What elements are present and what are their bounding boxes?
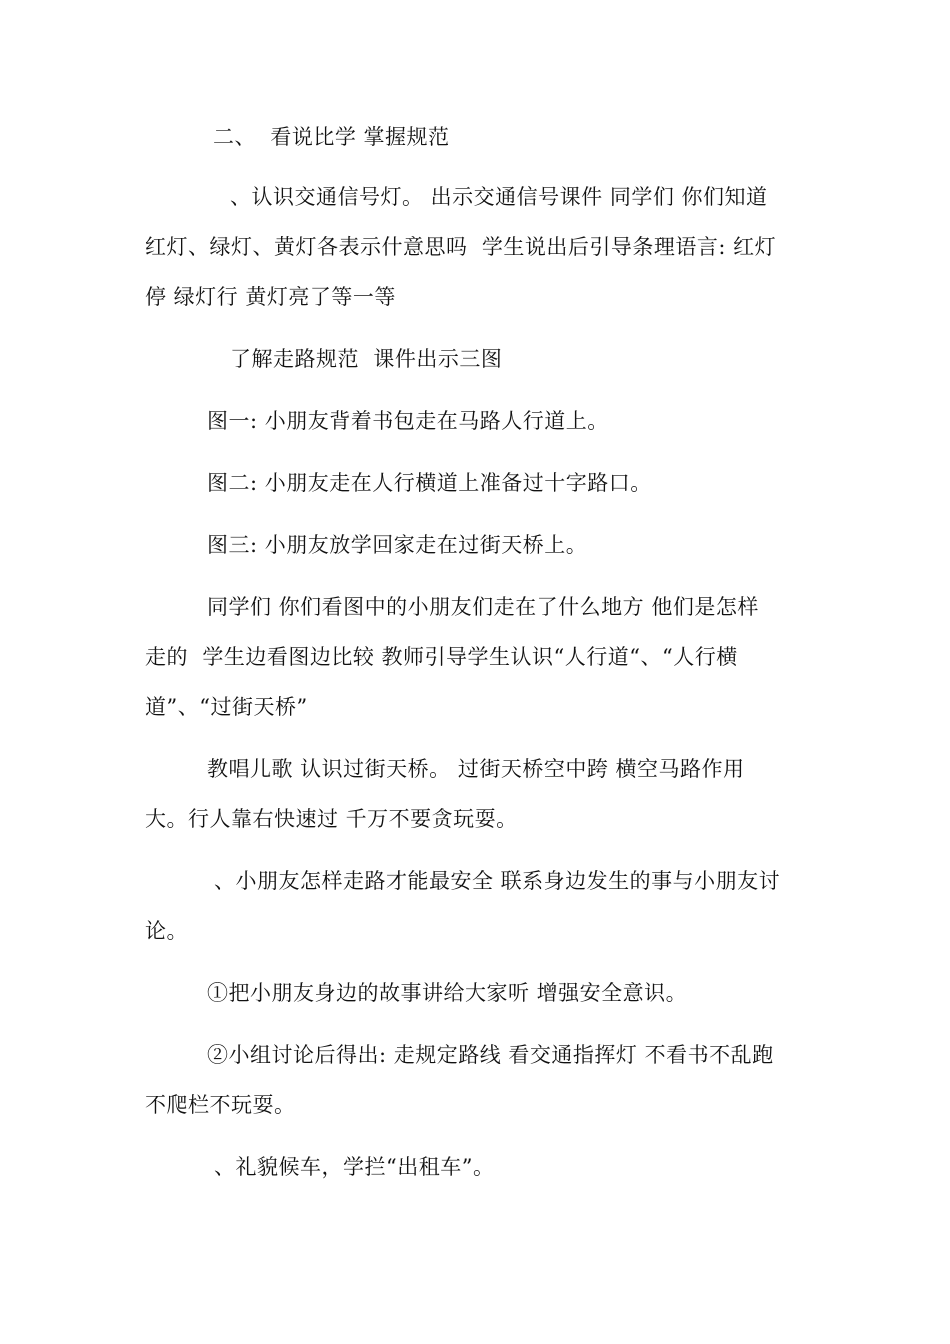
- paragraph-line: 图一: 小朋友背着书包走在马路人行道上。: [207, 409, 609, 433]
- section-heading: 二、 看说比学 掌握规范: [213, 125, 450, 149]
- paragraph-line: 、礼貌候车，学拦“出租车”。: [214, 1155, 495, 1179]
- paragraph-line: 教唱儿歌 认识过街天桥。 过街天桥空中跨 横空马路作用: [207, 757, 745, 781]
- paragraph-line: 大。行人靠右快速过 千万不要贪玩耍。: [145, 807, 518, 831]
- paragraph-line: 论。: [145, 919, 188, 943]
- paragraph-line: 走的 学生边看图边比较 教师引导学生认识“人行道“、“人行横: [145, 645, 738, 669]
- paragraph-line: 图三: 小朋友放学回家走在过街天桥上。: [207, 533, 588, 557]
- paragraph-line: 红灯、绿灯、黄灯各表示什意思吗 学生说出后引导条理语言: 红灯: [145, 235, 777, 259]
- paragraph-line: 了解走路规范 课件出示三图: [230, 347, 503, 371]
- paragraph-line: 停 绿灯行 黄灯亮了等一等: [145, 285, 396, 309]
- paragraph-line: 、小朋友怎样走路才能最安全 联系身边发生的事与小朋友讨: [214, 869, 781, 893]
- paragraph-line: 同学们 你们看图中的小朋友们走在了什么地方 他们是怎样: [207, 595, 759, 619]
- paragraph-line: 道”、“过街天桥”: [145, 695, 308, 719]
- paragraph-line: 图二: 小朋友走在人行横道上准备过十字路口。: [207, 471, 652, 495]
- paragraph-line: ②小组讨论后得出: 走规定路线 看交通指挥灯 不看书不乱跑: [207, 1043, 774, 1067]
- paragraph-line: ①把小朋友身边的故事讲给大家听 增强安全意识。: [207, 981, 688, 1005]
- paragraph-line: 不爬栏不玩耍。: [145, 1093, 296, 1117]
- paragraph-line: 、认识交通信号灯。 出示交通信号课件 同学们 你们知道: [230, 185, 768, 209]
